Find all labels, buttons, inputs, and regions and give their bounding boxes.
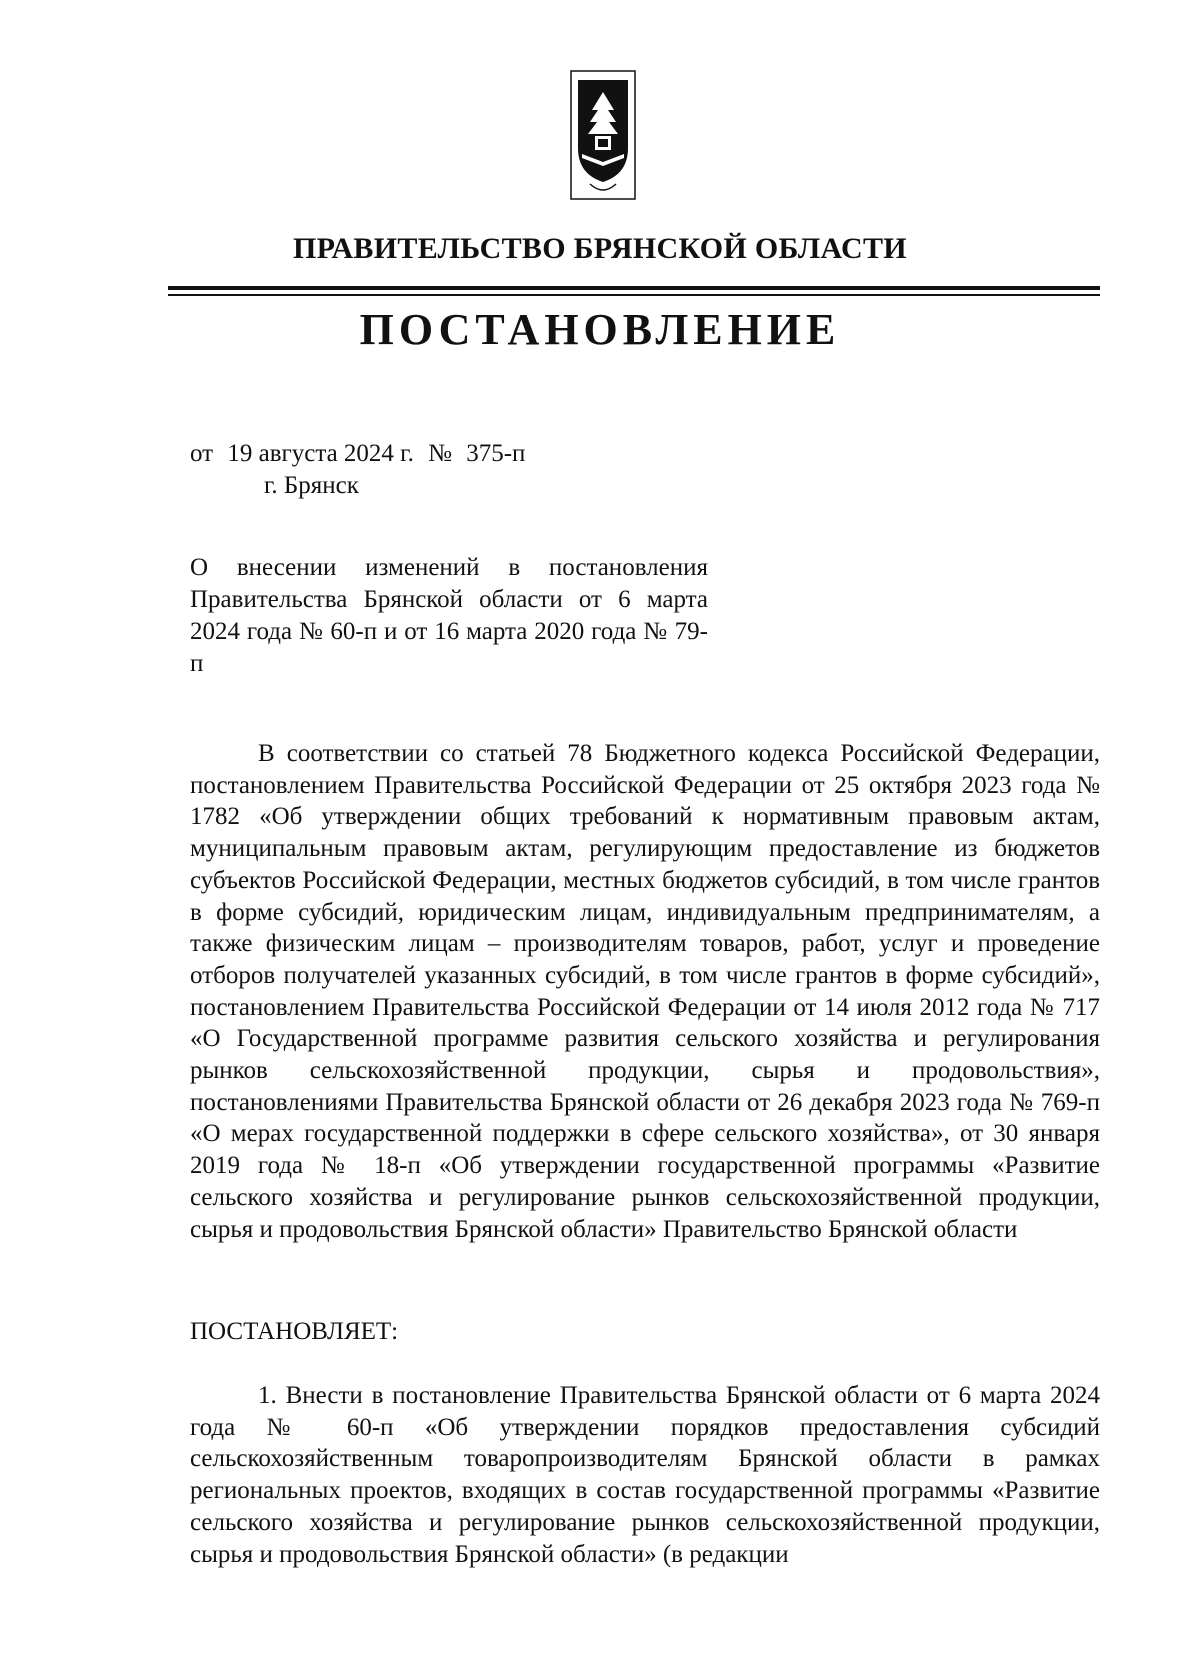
number-sign: № (428, 440, 452, 467)
document-city: г. Брянск (264, 472, 359, 499)
document-date: 19 августа 2024 г. (227, 440, 414, 467)
header-rule-thin (168, 294, 1100, 296)
header-rule-thick (168, 286, 1100, 290)
bryansk-coat-of-arms-icon (570, 70, 636, 200)
document-number: 375-п (466, 440, 526, 467)
document-type: ПОСТАНОВЛЕНИЕ (359, 305, 841, 354)
organization-name: ПРАВИТЕЛЬСТВО БРЯНСКОЙ ОБЛАСТИ (293, 232, 907, 265)
date-prefix: от (190, 440, 214, 467)
preamble-paragraph: В соответствии со статьей 78 Бюджетного кодекса Российской Федерации, постановлением Правительства Российской Федерации от 25 октября 2023 года № 1782 «Об утверждении общих требований к нормативным правовым актам, муниципальным правовым актам, регулирующим предоставление из бюджетов субъектов Российской Федерации, местных бюджетов субсидий, в том числе грантов в форме субсидий, юридическим лицам, индивидуальным предпринимателям, а также физическим лицам – производителям товаров, работ, услуг и проведение отборов получателей указанных субсидий, в том числе грантов в форме субсидий», постановлением Правительства Российской Федерации от 14 июля 2012 года № 717 «О Государственной программе развития сельского хозяйства и регулирования рынков сельскохозяйственной продукции, сырья и продовольствия», постановлениями Правительства Брянской области от 26 декабря 2023 года № 769-п «О мерах государственной поддержки в сфере сельского хозяйства», от 30 января 2019 года № 18-п «Об утверждении государственной программы «Развитие сельского хозяйства и регулирование рынков сельскохозяйственной продукции, сырья и продовольствия Брянской области» Правительство Брянской области (190, 740, 1100, 1243)
document-subject: О внесении изменений в постановления Правительства Брянской области от 6 марта 2024 года № 60-п и от 16 марта 2020 года № 79-п (190, 554, 708, 677)
resolve-clause: ПОСТАНОВЛЯЕТ: (190, 1318, 399, 1345)
item-1-paragraph: 1. Внести в постановление Правительства Брянской области от 6 марта 2024 года № 60-п «Об утверждении порядков предоставления субсидий сельскохозяйственным товаропроизводителям Брянской области в рамках региональных проектов, входящих в состав государственной программы «Развитие сельского хозяйства и регулирование рынков сельскохозяйственной продукции, сырья и продовольствия Брянской области» (в редакции (190, 1382, 1100, 1568)
date-line (190, 440, 533, 468)
